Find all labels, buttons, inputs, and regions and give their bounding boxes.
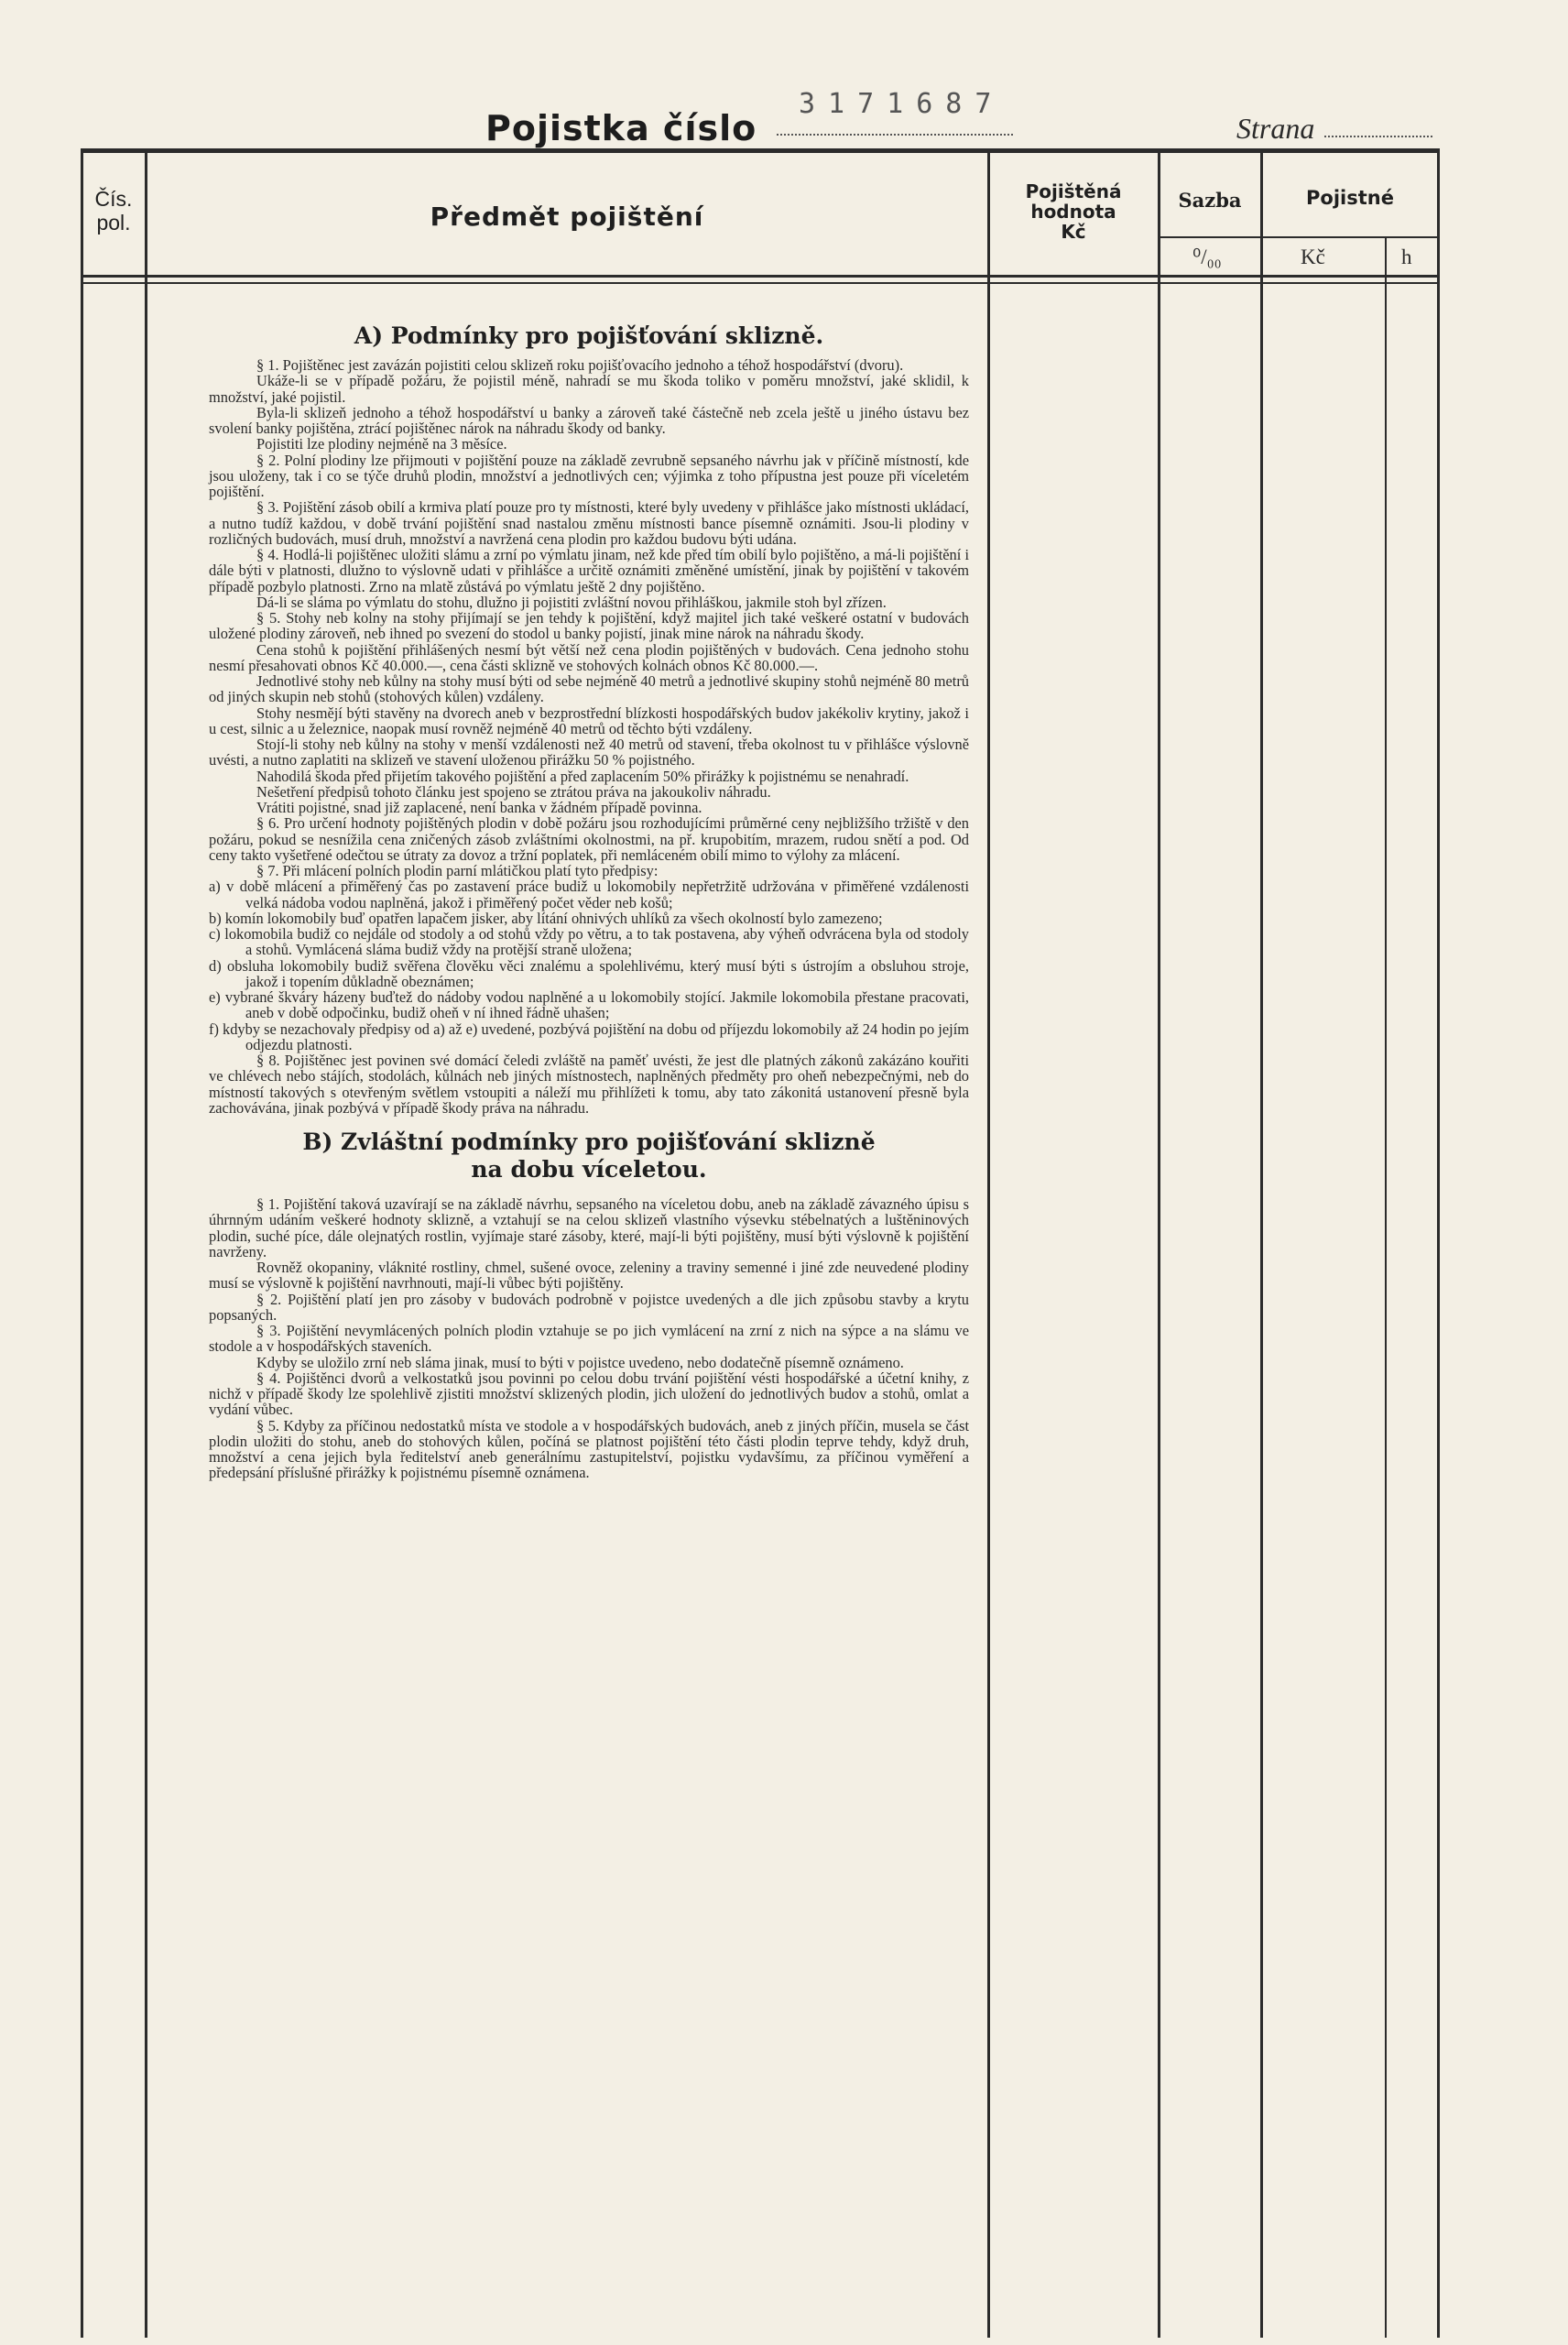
section-b-paragraph: Rovněž okopaniny, vláknité rostliny, chmel, sušené ovoce, zeleniny a traviny semenné i jiné zde neuvedené plodiny musí se výslovně k pojištění navrhnouti, mají-li vůbec býti pojištěny. (209, 1259, 969, 1292)
section-a-paragraph: § 5. Stohy neb kolny na stohy přijímají se jen tehdy k pojištění, když majitel jich také veškeré ostatní v budovách uložené plodiny zároveň, neb ihned po svezení do stodol u banky pojistí, jinak mine nárok na náhradu škody. (209, 609, 969, 643)
section-b-paragraph: § 1. Pojištění taková uzavírají se na základě návrhu, sepsaného na víceletou dobu, aneb na základě závazného úpisu s úhrnným udáním veškeré hodnoty sklizně, a vztahují se na celou sklizeň vlastního výsevku stébelnatých a luštěninových plodin, suché píce, dále olejnatých rostlin, vyjímaje staré zásoby, které, mají-li býti pojištěny, musí býti výslovně k pojištění navrženy. (209, 1195, 969, 1260)
section-a-paragraph: § 7. Při mlácení polních plodin parní mlátičkou platí tyto předpisy: (256, 862, 659, 879)
subheader-line (1158, 236, 1440, 238)
policy-number: 3171687 (799, 88, 1005, 120)
section-a-list-item: b) komín lokomobily buď opatřen lapačem jisker, aby lítání ohnivých uhlíků za všech okolností bylo zamezeno; (209, 909, 883, 927)
section-a-paragraph: Cena stohů k pojištění přihlášených nesmí být větší než cena plodin pojištěných v budovách. Cena jednoho stohu nesmí přesahovati obnos Kč 40.000.—, cena části sklizně ve stohových kolnách obnos Kč 80.000.—. (209, 640, 969, 674)
section-a-closing-paragraph: § 8. Pojištěnec jest povinen své domácí čeledi zvláště na paměť uvésti, že jest dle platných zákonů zakázáno kouřiti ve chlévech nebo stájích, stodolách, kůlnách neb jiných místnostech, naplněných předměty pro oheň nebezpečnými, neb do místností takových s otevřeným světlem vstoupiti a náleží mu přihlížeti k tomu, aby tato zákonitá ustanovení přesně byla zachovávána, jinak pozbývá v případě škody práva na náhradu. (209, 1052, 969, 1117)
col-divider-value (1158, 148, 1160, 2338)
policy-title: Pojistka číslo (485, 108, 757, 148)
col-rate-unit: ⁰/₀₀ (1192, 245, 1222, 268)
section-a-paragraph: § 3. Pojištění zásob obilí a krmiva platí pouze pro ty místnosti, které byly uvedeny v přihlášce jako místnosti ukládací, a nutno tudíž každou, v době trvání pojištění snad nastalou změnu místnosti bance písemně oznámiti. Jsou-li plodiny v rozličných budovách, musí druh, množství a navržená cena plodin pro každou budovu býti udána. (209, 498, 969, 548)
section-a-list-item: d) obsluha lokomobily budiž svěřena člověku věci znalému a spolehlivému, který musí býti s ústrojím a obsluhou stroje, jakož i topením důkladně obeznámen; (209, 956, 969, 990)
section-a-paragraph: Dá-li se sláma po výmlatu do stohu, dlužno ji pojistiti zvláštní novou přihláškou, jakmile stoh byl zřízen. (256, 593, 887, 611)
section-b-paragraph: § 3. Pojištění nevymlácených polních plodin vztahuje se po jich vymlácení na zrní z nich na sýpce a na slámu ve stodole a v hospodářských staveních. (209, 1322, 969, 1356)
section-a-list-item: e) vybrané škváry házeny buďtež do nádoby vodou naplněné a u lokomobily stojící. Jakmile lokomobila přestane pracovati, aneb v době odpočinku, budiž oheň v ní ihned řádně uhašen; (209, 988, 969, 1022)
header-bottom-line-thin (81, 282, 1440, 284)
section-b-heading-line2: na dobu víceletou. (471, 1156, 707, 1183)
section-a-list-item: c) lokomobila budiž co nejdále od stodoly a od stohů vždy po větru, a to tak postavena, aby výheň odvrácena byla od stodoly a stohů. Vymlácená sláma budiž vždy na protější straně uložena; (209, 925, 969, 959)
col-value-line3: Kč (1061, 221, 1086, 243)
col-divider-rate (1260, 148, 1263, 2338)
col-number-line2: pol. (96, 211, 131, 234)
col-premium-h: h (1401, 245, 1412, 268)
section-a-paragraph: Vrátiti pojistné, snad již zaplacené, není banka v žádném případě povinna. (256, 799, 702, 816)
frame-right-line (1437, 148, 1440, 2338)
section-a-paragraph: Jednotlivé stohy neb kůlny na stohy musí býti od sebe nejméně 40 metrů a jednotlivé skupiny stohů nejméně 80 metrů od jiných skupin neb stohů (stohových kůlen) vzdáleny. (209, 672, 969, 706)
frame-top-line (81, 148, 1440, 153)
col-premium-header: Pojistné (1306, 187, 1394, 209)
col-number-line1: Čís. (94, 187, 133, 211)
section-a-list-item: a) v době mlácení a přiměřený čas po zastavení práce budiž u lokomobily nepřetržitě udržována v přiměřené vzdálenosti velká nádoba vodou naplněná, jakož i přiměřený počet věder neb košů; (209, 878, 969, 911)
section-a-paragraph: Stojí-li stohy neb kůlny na stohy v menší vzdálenosti než 40 metrů od stavení, třeba okolnost tu v přihlášce výslovně uvésti, a nutno zaplatiti na sklizeň ve stavení uloženou přirážku 50 % pojistného. (209, 736, 969, 769)
page-label: Strana (1236, 112, 1315, 145)
policy-number-dotted-line (777, 134, 1013, 136)
col-number-header (84, 187, 143, 234)
page-number-dotted-line (1324, 136, 1432, 137)
section-a-paragraph: Byla-li sklizeň jednoho a téhož hospodářství u banky a zároveň také částečně neb zcela ještě u jiného ústavu bez svolení banky pojištěna, ztrácí pojištěnec nárok na náhradu škody od banky. (209, 403, 969, 437)
section-b-paragraph: Kdyby se uložilo zrní neb sláma jinak, musí to býti v pojistce uvedeno, nebo dodatečně písemně oznámeno. (256, 1353, 904, 1371)
section-a-paragraph: § 6. Pro určení hodnoty pojištěných plodin v době požáru jsou rozhodujícími průměrné ceny nejbližšího tržiště v den požáru, pokud se nesnížila cena zničených zásob zvláštními okolnostmi, na př. krupobitím, mrazem, rudou snětí a pod. Od ceny takto vyšetřené odečtou se útraty za dovoz a tržní poplatek, při nemláceném obilí mimo to výlohy za mlácení. (209, 814, 969, 864)
col-divider-subject (987, 148, 990, 2338)
section-a-paragraph: § 2. Polní plodiny lze přijmouti v pojištění pouze na základě zevrubně sepsaného návrhu jak v příčině místností, kde jsou uloženy, tak i co se týče druhů plodin, množství a jednotlivých cen; výjimka z toho přípustna jest pouze při víceletém pojištění. (209, 451, 969, 500)
section-a-heading: A) Podmínky pro pojišťování sklizně. (354, 322, 824, 349)
section-a-paragraph: § 4. Hodlá-li pojištěnec uložiti slámu a zrní po výmlatu jinam, než kde před tím obilí bylo pojištěno, a má-li pojištění i dále býti v platnosti, dlužno to výslovně udati v přihlášce a určitě oznámiti změněné umístění, jinak by pojištění v takovém případě pozbylo platnosti. Zrno na mlatě zůstává po výmlatu ještě 2 dny pojištěno. (209, 546, 969, 595)
col-value-line2: hodnota (1030, 201, 1116, 223)
col-divider-number (145, 148, 147, 2338)
section-b-heading-line1: B) Zvláštní podmínky pro pojišťování sklizně (302, 1129, 876, 1155)
section-b-heading (209, 1129, 969, 1183)
conditions-text (209, 322, 969, 1481)
col-subject-header: Předmět pojištění (430, 202, 704, 232)
section-b-paragraph: § 2. Pojištění platí jen pro zásoby v budovách podrobně v pojistce uvedených a dle jich způsobu stavby a krytu popsaných. (209, 1290, 969, 1324)
col-divider-premium-h (1385, 236, 1387, 2338)
section-a-paragraph: Nešetření předpisů tohoto článku jest spojeno se ztrátou práva na jakoukoliv náhradu. (256, 782, 771, 801)
section-a-paragraph: Nahodilá škoda před přijetím takového pojištění a před zaplacením 50% přirážky k pojistnému se nenahradí. (256, 767, 909, 785)
section-a-paragraph: § 1. Pojištěnec jest zavázán pojistiti celou sklizeň roku pojišťovacího jednoho a téhož hospodářství (dvoru). (256, 356, 904, 374)
col-premium-kc: Kč (1301, 245, 1325, 268)
section-a-paragraph: Pojistiti lze plodiny nejméně na 3 měsíce. (256, 435, 507, 453)
header-bottom-line (81, 275, 1440, 278)
section-b-paragraph: § 4. Pojištěnci dvorů a velkostatků jsou povinni po celou dobu trvání pojištění vésti hospodářské a účetní knihy, z nichž v případě škody lze spolehlivě zjistiti množství sklizených plodin, jich uložení do jednotlivých budov a stohů, omlat a vydání vůbec. (209, 1369, 969, 1419)
col-value-header (991, 181, 1156, 242)
frame-left-line (81, 148, 83, 2338)
section-a-list-item: f) kdyby se nezachovaly předpisy od a) až e) uvedené, pozbývá pojištění na dobu od příjezdu lokomobily až 24 hodin po jejím odjezdu platnosti. (209, 1020, 969, 1053)
section-a-paragraph: Ukáže-li se v případě požáru, že pojistil méně, nahradí se mu škoda toliko v poměru množství, jaké sklidil, k množství, jaké pojistil. (209, 372, 969, 406)
section-b-paragraph: § 5. Kdyby za příčinou nedostatků místa ve stodole a v hospodářských budovách, aneb z jiných příčin, musela se část plodin uložiti do stohu, aneb do stohových kůlen, počíná se platnost pojištění této části plodin teprve tehdy, když druh, množství a cena jejich byla ředitelství aneb generálnímu zastupitelství, pojistku vydavšímu, za příčinou vyměření a předepsání příslušné přirážky k pojistnému písemně oznámena. (209, 1416, 969, 1482)
col-rate-header: Sazba (1178, 189, 1242, 212)
section-a-paragraph: Stohy nesmějí býti stavěny na dvorech aneb v bezprostřední blízkosti hospodářských budov jakékoliv krytiny, jakož i u cest, silnic a u železnice, naopak musí rovněž nejméně 40 metrů od těchto býti vzdáleny. (209, 704, 969, 737)
col-value-line1: Pojištěná (1025, 180, 1122, 202)
